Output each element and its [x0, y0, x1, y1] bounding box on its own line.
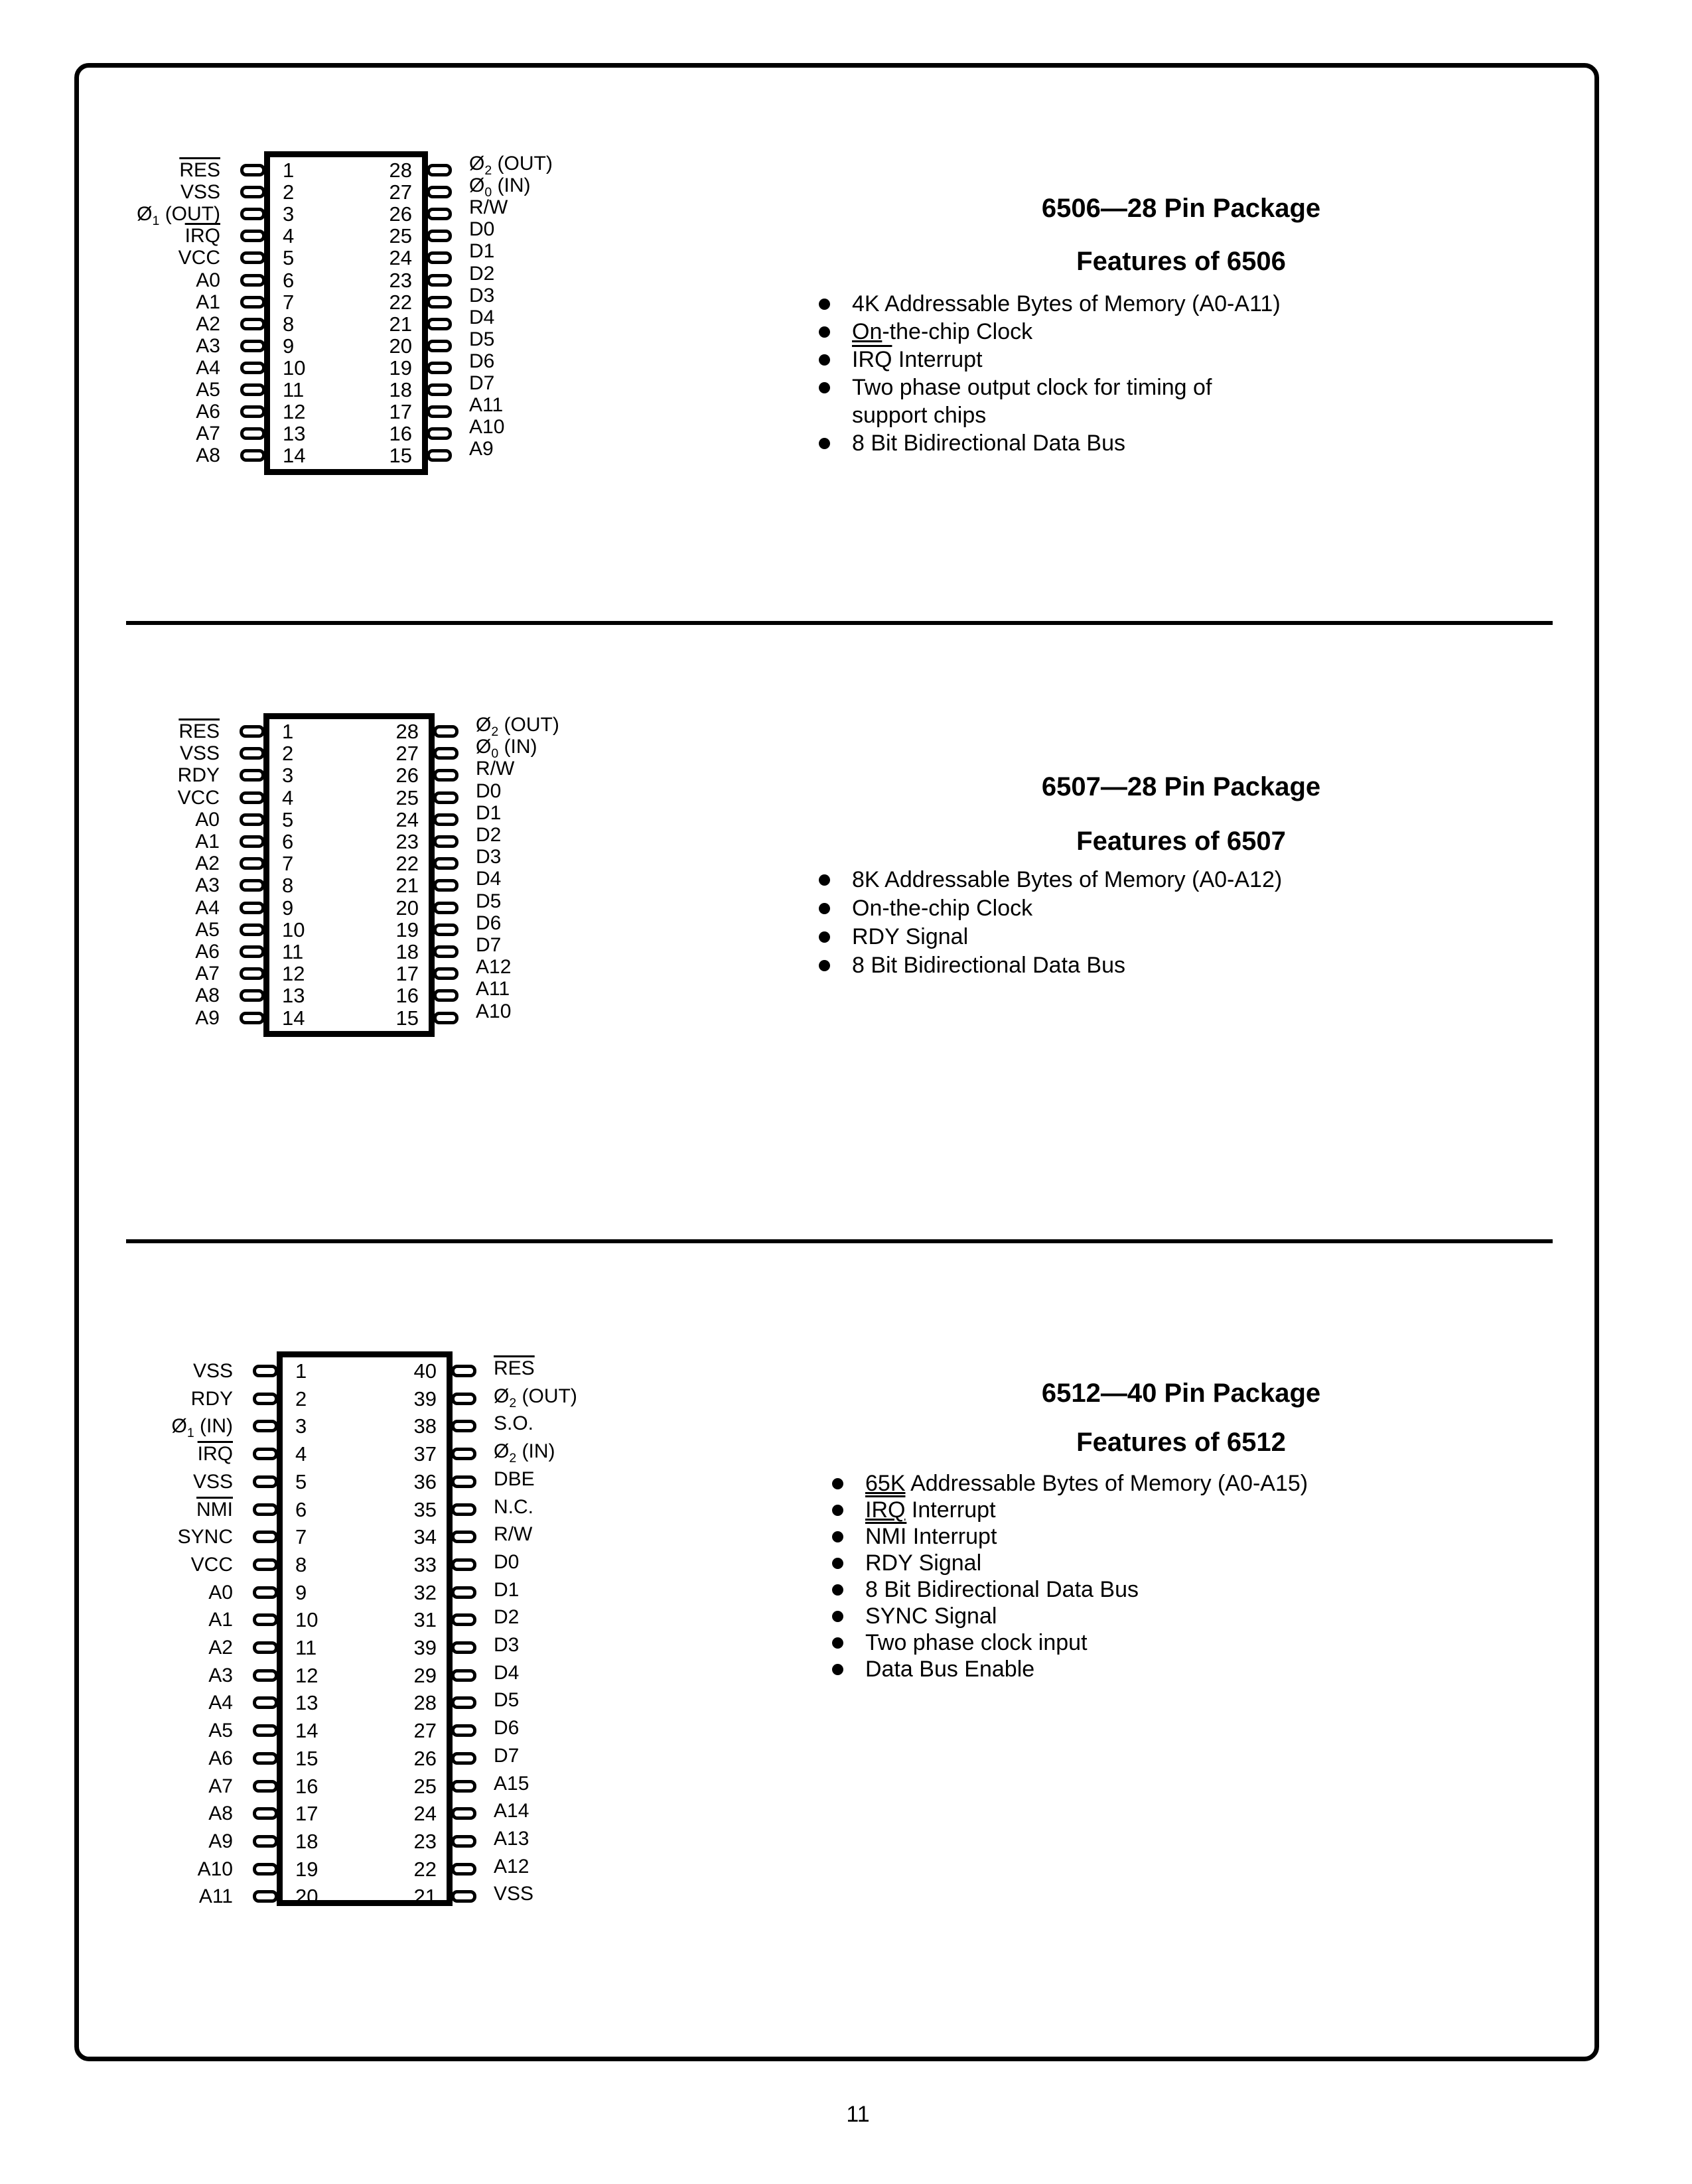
pin-label: D3 — [469, 285, 495, 307]
pin-icon — [451, 1613, 476, 1626]
pin-number: 20 — [389, 334, 412, 358]
pin-label: D5 — [469, 328, 495, 350]
pin-number: 36 — [413, 1470, 437, 1493]
pin-label: VSS — [192, 1471, 233, 1493]
pin-number: 27 — [413, 1719, 437, 1742]
pin-number: 22 — [413, 1858, 437, 1881]
pin-label: A5 — [196, 379, 220, 401]
pin-icon — [253, 1420, 278, 1432]
pin-label: R/W — [469, 196, 508, 218]
pin-icon — [451, 1696, 476, 1709]
pin-label: $Ø_2$ (IN) — [494, 1440, 555, 1466]
pin-label: A0 — [195, 809, 220, 831]
pin-icon — [253, 1863, 278, 1876]
pin-icon — [253, 1752, 278, 1765]
pin-number: 13 — [283, 422, 306, 445]
pin-number: 20 — [395, 896, 419, 920]
pin-label: D0 — [476, 780, 502, 802]
pin-icon — [253, 1613, 278, 1626]
pin-icon — [451, 1780, 476, 1793]
pin-number: 5 — [295, 1470, 307, 1493]
pin-label: D6 — [469, 350, 495, 372]
pin-number: 14 — [295, 1719, 318, 1742]
pin-number: 6 — [282, 830, 294, 853]
pin-number: 11 — [282, 940, 304, 963]
pin-label: N.C. — [494, 1496, 533, 1518]
pin-label: A11 — [476, 978, 510, 1000]
section-title-6506: 6506—28 Pin Package — [1041, 194, 1321, 223]
pin-label: D2 — [494, 1606, 520, 1628]
feature-text: $\overline{IRQ}$ Interrupt — [852, 347, 983, 372]
pin-number: 1 — [282, 720, 294, 743]
pin-label: A9 — [469, 438, 494, 460]
pin-label: A2 — [195, 853, 220, 874]
pin-number: 13 — [295, 1691, 318, 1714]
pin-label: $Ø_0$ (IN) — [476, 736, 537, 761]
pin-label: A2 — [196, 313, 220, 335]
pin-icon — [451, 1420, 476, 1432]
pin-number: 28 — [395, 720, 419, 743]
pin-number: 17 — [295, 1802, 318, 1825]
feature-text: 8 Bit Bidirectional Data Bus — [865, 1577, 1139, 1602]
pin-number: 10 — [282, 918, 305, 941]
pin-label: $\overline{RES}$ — [178, 720, 220, 742]
pin-number: 22 — [395, 852, 419, 875]
pin-label: A1 — [196, 291, 220, 313]
pin-icon — [253, 1503, 278, 1516]
pin-label: A9 — [195, 1007, 220, 1029]
pin-number: 3 — [283, 202, 295, 226]
pin-icon — [451, 1558, 476, 1571]
pin-number: 6 — [283, 269, 295, 292]
pin-number: 15 — [389, 444, 412, 467]
pin-number: 22 — [389, 291, 412, 314]
pin-number: 23 — [395, 830, 419, 853]
pin-label: VSS — [494, 1883, 534, 1905]
pin-label: A4 — [208, 1692, 233, 1714]
pin-number: 31 — [413, 1608, 437, 1631]
pin-number: 11 — [283, 378, 305, 401]
pin-label: A1 — [195, 831, 220, 853]
pin-number: 35 — [413, 1498, 437, 1521]
pin-label: $\overline{IRQ}$ — [184, 225, 220, 247]
pin-label: A8 — [195, 985, 220, 1006]
pin-label: DBE — [494, 1468, 535, 1490]
pin-number: 23 — [413, 1830, 437, 1853]
pin-number: 15 — [295, 1747, 318, 1770]
pin-icon — [253, 1365, 278, 1377]
pin-icon — [451, 1890, 476, 1903]
section-title-6507: 6507—28 Pin Package — [1041, 772, 1321, 801]
pin-label: S.O. — [494, 1412, 534, 1434]
pin-label: A6 — [195, 941, 220, 963]
pin-label: A8 — [208, 1803, 233, 1824]
pin-number: 25 — [389, 224, 412, 247]
pin-label: D7 — [494, 1745, 520, 1767]
pin-number: 19 — [395, 918, 419, 941]
pin-icon — [451, 1669, 476, 1682]
pin-label: D0 — [469, 218, 495, 240]
pin-label: R/W — [494, 1523, 533, 1545]
pin-number: 21 — [395, 874, 419, 897]
pin-number: 9 — [295, 1581, 307, 1604]
pin-number: 18 — [295, 1830, 318, 1853]
pin-label: $Ø_2$ (OUT) — [469, 153, 553, 178]
pin-number: 12 — [282, 962, 305, 985]
feature-text: Two phase clock input — [865, 1630, 1088, 1655]
pin-number: 10 — [295, 1608, 318, 1631]
pin-icon — [253, 1780, 278, 1793]
pin-number: 24 — [395, 808, 419, 831]
pin-label: RDY — [177, 764, 220, 786]
pin-number: 34 — [413, 1525, 437, 1548]
feature-text: $\overline{NMI}$ Interrupt — [865, 1524, 997, 1549]
pin-label: A6 — [208, 1747, 233, 1769]
pin-label: D1 — [469, 240, 495, 262]
pin-number: 11 — [295, 1636, 317, 1659]
pin-number: 21 — [413, 1885, 437, 1908]
pin-number: 19 — [389, 356, 412, 379]
pin-number: 4 — [283, 224, 295, 247]
pin-number: 26 — [395, 764, 419, 787]
pin-label: R/W — [476, 758, 515, 780]
pin-icon — [253, 1724, 278, 1737]
pin-number: 2 — [295, 1387, 307, 1410]
pin-icon — [451, 1393, 476, 1405]
pin-number: 3 — [282, 764, 294, 787]
feature-text: On-the-chip Clock — [852, 896, 1033, 921]
pin-icon — [451, 1641, 476, 1654]
pin-number: 25 — [413, 1775, 437, 1798]
pin-label: A10 — [197, 1858, 233, 1880]
pin-number: 23 — [389, 269, 412, 292]
pin-label: A12 — [476, 956, 512, 978]
pin-icon — [451, 1586, 476, 1599]
section-title-6512: 6512—40 Pin Package — [1041, 1379, 1321, 1408]
feature-text: 8 Bit Bidirectional Data Bus — [852, 431, 1125, 456]
pin-label: D5 — [494, 1689, 520, 1711]
pin-number: 7 — [295, 1525, 307, 1548]
pin-icon — [253, 1531, 278, 1543]
pin-label: VSS — [180, 181, 220, 203]
pin-icon — [253, 1641, 278, 1654]
pin-number: 2 — [282, 742, 294, 765]
pin-number: 16 — [395, 984, 419, 1007]
pin-label: A10 — [476, 1000, 512, 1022]
pin-icon — [451, 1752, 476, 1765]
feature-text: IRQ Interrupt — [865, 1497, 996, 1523]
pin-label: $Ø_1$ (IN) — [171, 1415, 233, 1440]
pin-number: 17 — [389, 400, 412, 423]
features-title-6512: Features of 6512 — [1076, 1428, 1286, 1457]
pin-label: D6 — [494, 1717, 520, 1739]
pin-number: 16 — [389, 422, 412, 445]
pin-number: 12 — [283, 400, 306, 423]
pin-number: 12 — [295, 1664, 318, 1687]
pin-icon — [253, 1558, 278, 1571]
pin-number: 39 — [413, 1387, 437, 1410]
pin-label: D2 — [469, 263, 495, 285]
pin-icon — [451, 1863, 476, 1876]
pin-label: A11 — [198, 1885, 233, 1907]
pin-number: 21 — [389, 312, 412, 336]
feature-text: 8K Addressable Bytes of Memory (A0-A12) — [852, 867, 1283, 892]
pin-number: 2 — [283, 180, 295, 204]
pin-icon — [253, 1475, 278, 1488]
pin-icon — [253, 1696, 278, 1709]
pin-label: $Ø_2$ (OUT) — [494, 1385, 577, 1410]
pin-number: 4 — [282, 786, 294, 809]
pin-number: 16 — [295, 1775, 318, 1798]
pin-icon — [451, 1807, 476, 1820]
feature-text: 65K Addressable Bytes of Memory (A0-A15) — [865, 1471, 1308, 1496]
pin-number: 33 — [413, 1553, 437, 1576]
pin-number: 4 — [295, 1442, 307, 1466]
pin-label: A5 — [195, 919, 220, 941]
pin-number: 5 — [282, 808, 294, 831]
pin-number: 26 — [413, 1747, 437, 1770]
pin-icon — [451, 1365, 476, 1377]
pin-number: 13 — [282, 984, 305, 1007]
pin-icon — [253, 1448, 278, 1460]
pin-label: A1 — [208, 1609, 233, 1631]
pin-label: A0 — [208, 1582, 233, 1604]
pin-number: 8 — [282, 874, 294, 897]
pin-number: 5 — [283, 246, 295, 269]
pin-number: 14 — [282, 1006, 305, 1030]
pin-number: 24 — [389, 246, 412, 269]
pin-number: 8 — [283, 312, 295, 336]
pin-number: 39 — [413, 1636, 437, 1659]
pin-number: 1 — [283, 159, 295, 182]
pin-number: 7 — [282, 852, 294, 875]
pin-number: 25 — [395, 786, 419, 809]
pin-number: 38 — [413, 1414, 437, 1438]
pin-number: 9 — [282, 896, 294, 920]
pin-label: D6 — [476, 912, 502, 934]
pin-number: 37 — [413, 1442, 437, 1466]
pin-label: A7 — [195, 963, 220, 985]
pin-label: A11 — [469, 394, 504, 416]
feature-text: 4K Addressable Bytes of Memory (A0-A11) — [852, 291, 1281, 316]
pin-icon — [253, 1807, 278, 1820]
pin-label: $\overline{RES}$ — [494, 1357, 535, 1379]
pin-icon — [253, 1393, 278, 1405]
pin-label: A3 — [208, 1665, 233, 1686]
pin-number: 32 — [413, 1581, 437, 1604]
pin-label: VCC — [177, 787, 220, 809]
pin-label: $Ø_0$ (IN) — [469, 174, 531, 200]
pin-number: 18 — [395, 940, 419, 963]
feature-text: 8 Bit Bidirectional Data Bus — [852, 953, 1125, 978]
pin-label: SYNC — [177, 1526, 233, 1548]
pin-label: D0 — [494, 1551, 520, 1573]
pin-label: A12 — [494, 1856, 529, 1877]
pin-icon — [253, 1586, 278, 1599]
pin-icon — [253, 1669, 278, 1682]
pin-label: A4 — [196, 357, 220, 379]
pin-icon — [451, 1448, 476, 1460]
pin-label: VCC — [178, 247, 220, 269]
pin-number: 17 — [395, 962, 419, 985]
pin-label: A8 — [196, 444, 220, 466]
pin-label: D7 — [469, 372, 495, 394]
pin-label: A4 — [195, 897, 220, 919]
features-title-6507: Features of 6507 — [1076, 827, 1286, 856]
pin-label: A3 — [195, 874, 220, 896]
pin-label: D4 — [469, 307, 495, 328]
pin-label: A0 — [196, 269, 220, 291]
feature-text: Two phase output clock for timing of support chips — [852, 375, 1212, 428]
pin-label: $Ø_2$ (OUT) — [476, 714, 559, 739]
pin-number: 10 — [283, 356, 306, 379]
pin-label: A10 — [469, 416, 505, 438]
pin-number: 9 — [283, 334, 295, 358]
pin-label: D3 — [476, 846, 502, 868]
pin-label: D5 — [476, 890, 502, 912]
pin-number: 20 — [295, 1885, 318, 1908]
pin-icon — [451, 1835, 476, 1848]
pin-number: 7 — [283, 291, 295, 314]
pin-label: D4 — [494, 1662, 520, 1684]
pin-label: $\overline{IRQ}$ — [197, 1443, 233, 1465]
pin-icon — [451, 1475, 476, 1488]
pin-label: D1 — [476, 802, 502, 824]
pin-icon — [451, 1724, 476, 1737]
pin-number: 14 — [283, 444, 306, 467]
pin-number: 28 — [413, 1691, 437, 1714]
pin-label: A14 — [494, 1800, 529, 1822]
pin-number: 18 — [389, 378, 412, 401]
pin-number: 26 — [389, 202, 412, 226]
pin-icon — [253, 1835, 278, 1848]
pin-number: 6 — [295, 1498, 307, 1521]
pin-label: A5 — [208, 1720, 233, 1741]
pin-label: A6 — [196, 401, 220, 423]
pin-number: 19 — [295, 1858, 318, 1881]
pin-label: A2 — [208, 1637, 233, 1659]
pin-icon — [253, 1890, 278, 1903]
pin-label: D4 — [476, 868, 502, 890]
pin-label: D3 — [494, 1634, 520, 1656]
pin-label: A9 — [208, 1830, 233, 1852]
pin-label: A3 — [196, 335, 220, 357]
pin-number: 1 — [295, 1359, 307, 1383]
pin-label: VSS — [179, 742, 220, 764]
pin-label: RDY — [190, 1388, 233, 1410]
feature-text: RDY Signal — [852, 924, 969, 949]
pin-number: 27 — [395, 742, 419, 765]
pin-label: VSS — [192, 1360, 233, 1382]
pin-label: A13 — [494, 1828, 529, 1850]
pin-label: D2 — [476, 824, 502, 846]
pin-number: 28 — [389, 159, 412, 182]
pin-label: D7 — [476, 934, 502, 956]
pin-number: 3 — [295, 1414, 307, 1438]
pin-number: 8 — [295, 1553, 307, 1576]
feature-text: SYNC Signal — [865, 1604, 997, 1629]
pin-number: 15 — [395, 1006, 419, 1030]
pin-number: 27 — [389, 180, 412, 204]
pin-label: A7 — [208, 1775, 233, 1797]
pin-number: 40 — [413, 1359, 437, 1383]
pin-icon — [451, 1503, 476, 1516]
pin-label: VCC — [190, 1554, 233, 1576]
pin-number: 29 — [413, 1664, 437, 1687]
pin-label: $Ø_1$ (OUT) — [137, 203, 220, 228]
feature-text: Data Bus Enable — [865, 1657, 1035, 1682]
pin-label: $\overline{NMI}$ — [196, 1499, 233, 1521]
pin-label: $\overline{RES}$ — [179, 159, 220, 181]
page-number: 11 — [846, 2102, 870, 2127]
pin-number: 24 — [413, 1802, 437, 1825]
features-title-6506: Features of 6506 — [1076, 247, 1286, 276]
pin-label: A7 — [196, 423, 220, 444]
pin-label: A15 — [494, 1773, 529, 1795]
pin-icon — [451, 1531, 476, 1543]
pin-label: D1 — [494, 1579, 520, 1601]
feature-text: On-the-chip Clock — [852, 319, 1033, 344]
feature-text: RDY Signal — [865, 1550, 982, 1576]
